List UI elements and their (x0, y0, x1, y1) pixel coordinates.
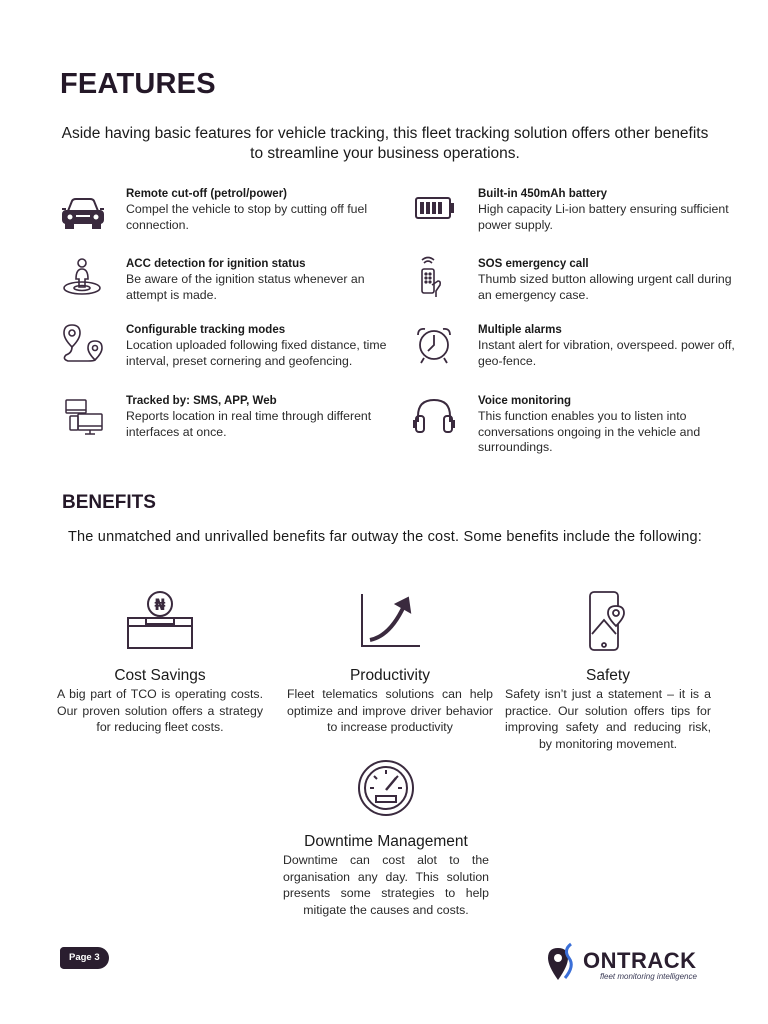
benefit-desc: Fleet telematics solutions can help optimize and improve driver behavior to increase productivity (287, 687, 493, 734)
benefits-intro: The unmatched and unrivalled benefits far outway the cost. Some benefits include the following: (67, 529, 702, 545)
feature-desc: Reports location in real time through different interfaces at once. (126, 409, 372, 439)
speedometer-icon (350, 756, 422, 820)
svg-text:₦: ₦ (154, 595, 166, 614)
feature-name: Configurable tracking modes (126, 324, 286, 336)
feature-desc: Be aware of the ignition status whenever an attempt is made. (126, 272, 365, 302)
feature-name: Remote cut-off (petrol/power) (126, 188, 287, 200)
naira-coin-box-icon (124, 590, 196, 654)
feature-desc: Compel the vehicle to stop by cutting off fuel connection. (126, 202, 368, 232)
sos-hand-icon (412, 257, 456, 301)
benefit-name: Productivity (349, 667, 431, 684)
route-pins-icon (60, 323, 104, 367)
benefit-item (505, 590, 711, 752)
feature-desc: Location uploaded following fixed distance, time interval, preset cornering and geofencing. (126, 338, 387, 368)
benefit-item (287, 590, 493, 736)
car-icon (60, 191, 104, 235)
feature-desc: Instant alert for vibration, overspeed. power off, geo-fence. (478, 338, 735, 368)
benefits-title: BENEFITS (62, 492, 156, 513)
feature-name: Built-in 450mAh battery (478, 188, 608, 200)
battery-icon (412, 187, 456, 231)
benefit-desc: A big part of TCO is operating costs. Our proven solution offers a strategy for reducing fleet costs. (57, 687, 263, 734)
ignition-person-icon (60, 257, 104, 301)
benefit-item (57, 590, 263, 736)
headphones-icon (412, 394, 456, 438)
benefit-desc: Downtime can cost alot to the organisation any day. This solution presents some strategies to help mitigate the causes and costs. (283, 853, 489, 917)
alarm-clock-icon (412, 323, 456, 367)
ontrack-logo (545, 942, 715, 986)
logo-name: ONTRACK (583, 948, 697, 973)
benefit-item (283, 756, 489, 918)
feature-desc: This function enables you to listen into conversations ongoing in the vehicle and surroundings. (478, 409, 701, 454)
feature-desc: High capacity Li-ion battery ensuring sufficient power supply. (478, 202, 729, 232)
logo-tagline: fleet monitoring intelligence (600, 972, 697, 981)
features-intro: Aside having basic features for vehicle tracking, this fleet tracking solution offers other benefits to streamline your business operations. (61, 125, 709, 162)
feature-name: Voice monitoring (478, 395, 572, 407)
devices-icon (60, 394, 104, 438)
benefit-name: Downtime Management (304, 833, 468, 850)
features-title: FEATURES (60, 68, 216, 100)
phone-map-pin-icon (572, 590, 644, 654)
feature-name: SOS emergency call (478, 258, 589, 270)
feature-name: Multiple alarms (478, 324, 562, 336)
benefit-desc: Safety isn’t just a statement – it is a practice. Our solution offers tips for improving safety and reducing risk, by monitoring movement. (505, 687, 711, 751)
feature-desc: Thumb sized button allowing urgent call during an emergency case. (478, 272, 732, 302)
benefit-name: Safety (586, 667, 630, 684)
location-pin-logo-icon (545, 942, 585, 986)
page-number-badge: Page 3 (60, 947, 109, 969)
benefit-name: Cost Savings (114, 667, 206, 684)
growth-chart-icon (354, 590, 426, 654)
feature-name: ACC detection for ignition status (126, 258, 306, 270)
feature-name: Tracked by: SMS, APP, Web (126, 395, 277, 407)
